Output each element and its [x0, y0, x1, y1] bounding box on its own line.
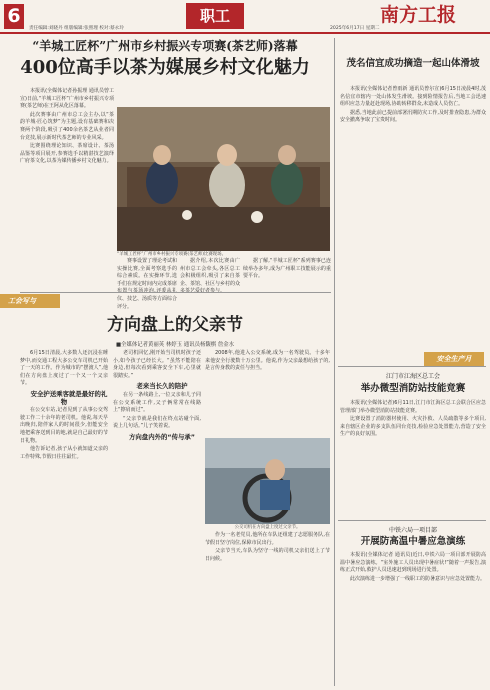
story2-column-1	[20, 350, 108, 686]
issue-date: 2025年6月17日 星期二	[330, 26, 380, 31]
paragraph: 本报讯(全媒体记者孙振理 通讯员曾工宣)日前,“羊城工匠杯”广州市乡村振兴专项赛(茶艺师)在王阿从化区落幕。	[20, 88, 114, 110]
right-story2-kicker: 江门市江海区总工会	[385, 373, 440, 380]
paragraph: 本报讯(全媒体记者 通讯员)近日,中铁六局一项目部开展防高温中暑应急演练。“室外施工人员出现中暑症状!”随着一声报告,演练正式开始,救护人员迅速赶到现场进行处置。	[340, 552, 486, 574]
section-title: 职工	[186, 3, 244, 29]
paragraph: 在公交车站,记者见到了从事公交驾驶工作二十余年的老司机。他说,每天早出晚归,陪伴家人的时间很少,但能安全地把乘客送到目的地,就是自己最好的节日礼物。	[20, 407, 108, 444]
photo-illustration	[205, 438, 330, 524]
lead-column-4	[243, 258, 331, 294]
bus-driver-photo	[205, 438, 330, 524]
subheading: 老来当长久的陪护	[136, 382, 188, 391]
paragraph: 据了解,“羊城工匠杯”系列赛事已连续举办多年,成为广州职工技能展示的重要平台。	[243, 258, 331, 280]
lead-column-1	[20, 88, 114, 288]
editor-credits: 责任编辑:刘晓丹 组版编辑:张照理 校对:蔡永玲	[29, 26, 124, 31]
paragraph: 比赛围绕理论知识、茶席设计、茶汤品鉴等项目展开,参赛选手以精湛技艺演绎广府茶文化,以茶为媒传播乡村文化魅力。	[20, 143, 114, 165]
story2-column-3-top	[205, 350, 330, 436]
paragraph: 本报讯(全媒体记者)6月11日,江门市江海区总工会联合区应急管理部门举办微型消防站技能竞赛。	[340, 400, 486, 414]
story2-column-3-bottom	[205, 532, 330, 686]
right-story2-body	[340, 400, 486, 520]
right-story2-headline: 举办微型消防站技能竞赛	[360, 383, 466, 394]
section-divider	[338, 520, 486, 521]
story2-headline: 方向盘上的父亲节	[107, 315, 243, 335]
masthead-logo: 南方工报	[380, 4, 457, 26]
tag-label: 安全生产月	[436, 355, 472, 363]
paragraph: 作为一名老党员,他所在车队还组建了志愿服务队,在节假日坚守岗位,保障市民出行。	[205, 532, 330, 546]
paragraph: 据悉,当地此前已提前部署汛期防灾工作,及时排查隐患,为群众安全撤离争取了宝贵时间。	[340, 109, 486, 124]
subheading: 安全护送乘客就是最好的礼物	[30, 389, 108, 406]
photo-caption: “羊城工匠杯”广州市乡村振兴专项赛(茶艺师)比赛现场。	[117, 252, 226, 257]
paragraph: 在另一条线路上,一位父亲和儿子同在公交系统工作,父子俩常常在线路上“擦肩而过”。	[113, 391, 201, 414]
page-number: 6	[4, 4, 24, 29]
subheading: 方向盘内外的“传与承”	[129, 432, 195, 441]
paragraph: 赛事设置了理论考试和实操比赛,全面考察选手的综合素质。在实操环节,选手们在规定时间内完成茶席 仪、技艺、汤质等方面综合评分。	[117, 258, 178, 310]
section-divider	[20, 292, 331, 293]
column-banner	[0, 294, 60, 308]
story2-byline: ■全媒体记者黄丽英 林婷玉 通讯员杨馥棋 詹金水	[115, 342, 235, 348]
paragraph: 他告诉记者,孩子从小就知道父亲的工作特殊,节假日往往最忙。	[20, 446, 108, 460]
lead-kicker: “羊城工匠杯”广州市乡村振兴专项赛(茶艺师)落幕	[32, 39, 298, 53]
right-story3-headline: 开展防高温中暑应急演练	[360, 536, 466, 547]
photo-caption: 公交司机在方向盘上度过父亲节。	[234, 525, 301, 530]
paragraph: “父亲节就是我们在终点站碰个面,说上几句话。”儿子笑着说。	[113, 415, 201, 430]
right-story1-headline: 茂名信宜成功摘造一起山体滑坡	[346, 58, 480, 69]
lead-column-3	[180, 258, 240, 294]
paragraph: 父亲节当天,车队为坚守一线的司机父亲们送上了节日问候。	[205, 548, 330, 562]
page-header	[0, 0, 490, 34]
lead-headline: 400位高手以茶为媒展乡村文化魅力	[20, 57, 310, 78]
section-divider	[338, 366, 486, 367]
paragraph: 此次赛事由广州市总工会主办,以“茶韵羊城·匠心筑梦”为主题,设有基础赛和决赛两个阶段,吸引了400余名茶艺从业者同台竞技,展示新时代茶艺师的专业风采。	[20, 111, 114, 141]
safety-month-tag	[424, 352, 484, 366]
story2-column-2	[113, 350, 201, 686]
paragraph: 老司机回忆,刚开始当司机时孩子还小,如今孩子已经长大。“虽然不能陪在身边,但每次看到乘客安全下车,心里就很踏实。”	[113, 350, 201, 379]
paragraph: 本报讯(全媒体记者曾雨新 通讯员曾尔宣)6月15日凌晨4时,茂名信宜市辖内一处山体发生滑坡。接到险情报告后,当地工会迅速组织应急力量赶赴现场,协助转移群众,未造成人员伤亡。	[340, 86, 486, 108]
tea-competition-photo	[117, 107, 330, 251]
photo-illustration	[117, 107, 330, 251]
lead-column-2	[117, 258, 178, 310]
column-divider	[334, 38, 335, 686]
right-story3-kicker: 中铁六局一项目部	[388, 527, 437, 534]
paragraph: 此次演练进一步增强了一线职工的防暑意识与应急处置能力。	[350, 575, 486, 582]
paragraph: 据介绍,本次比赛由广州市总工会牵头,各区总工会积极组织,吸引了来自茶企、茶馆、社区与乡村的众	[180, 258, 241, 287]
paragraph: 比赛设置了消防器材使用、火灾扑救、人员疏散等多个项目,来自辖区企业的多支队伍同台竞技,检验应急处置能力,营造了安全生产的良好氛围。	[340, 416, 486, 438]
right-story1-body	[340, 86, 486, 336]
paragraph: 2008年,他进入公交系统,成为一名驾驶员。十多年来他安全行驶数十万公里。他说,作为父亲最想给孩子的,是言传身教的责任与担当。	[205, 350, 330, 372]
banner-label: 工会写与	[8, 297, 36, 305]
right-story3-body	[340, 552, 486, 686]
paragraph: 6月15日清晨,大多数人还沉浸在睡梦中,而交通工程大多公交车司机已开始了一天的工作。作为城市的“摆渡人”,他们在方向盘上度过了一个又一个父亲节。	[20, 350, 108, 387]
